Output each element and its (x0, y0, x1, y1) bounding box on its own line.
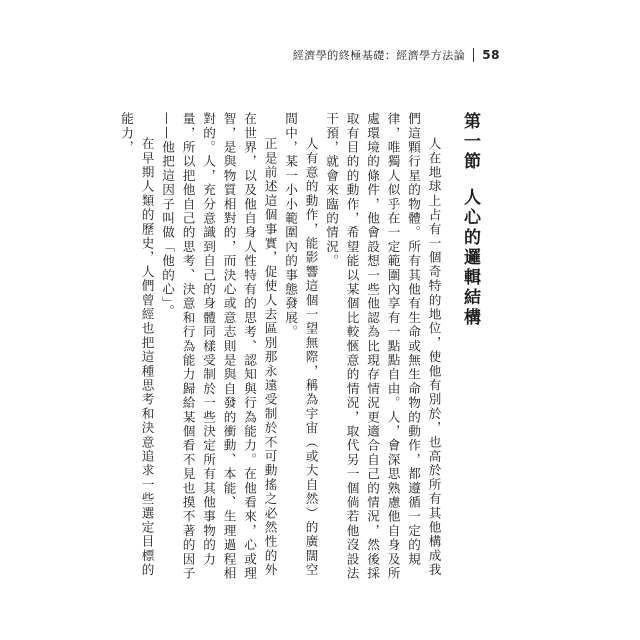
running-head-divider (473, 48, 474, 62)
section-title: 人心的邏輯結構 (460, 188, 480, 328)
paragraph-3: 正是前述這個事實，促使人去區別那永遠受制於不可動搖之必然性的外在世界，以及他自身人性特有的思考、認知與行為能力。在他看來，心或理智，是與物質相對的，而決心或意志則是與自發的衝動、本能、生理過程相對的。人，充分意識到自己的身體同樣受制於一些決定所有其他事物的力量，所以把他自己的思考、決意和行為能力歸給某個看不見也摸不著的因子——他把這因子叫做「他的心」。 (160, 112, 278, 581)
paragraph-1: 人在地球上占有一個奇特的地位，使他有別於，也高於所有其他構成我們這顆行星的物體。所有其他有生命或無生命物的動作，都遵循一定的規律，唯獨人似乎在一定範圍內享有一點點自由。人，會深思熟慮他自身及所處環境的條件，他會設想一些他認為比現存情況更適合自己的情況，然後採取有目的的動作，希望能以某個比較愜意的情況，取代另一個倘若他沒設法干預，就會來臨的情況。 (324, 112, 442, 581)
section-number: 第一節 (460, 112, 480, 172)
vertical-body-text (119, 112, 480, 590)
running-head-title: 經濟學的終極基礎：經濟學方法論 (292, 49, 466, 62)
section-heading (460, 112, 481, 590)
paragraph-4: 在早期人類的歷史，人們曾經也把這種思考和決意追求一些選定目標的能力， (119, 112, 155, 578)
paragraph-2: 人有意的動作，能影響這個一望無際，稱為宇宙（或大自然）的廣闊空間中，某一小小範圍內的事態發展。 (283, 112, 319, 578)
page-number: 58 (482, 48, 500, 62)
running-head (293, 47, 500, 63)
